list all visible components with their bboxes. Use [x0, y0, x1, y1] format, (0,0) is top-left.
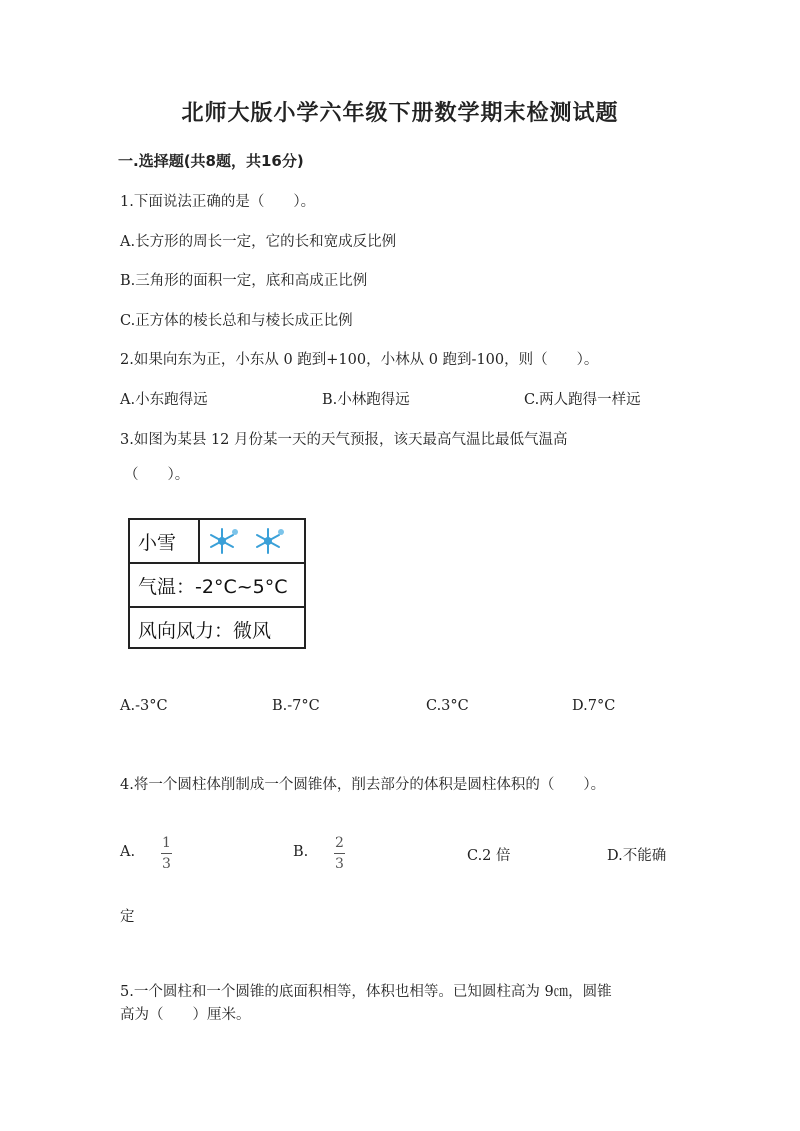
- question-4-option-b-fraction: [334, 836, 345, 871]
- weather-forecast-figure: [128, 518, 306, 649]
- question-4-option-a-fraction: [161, 836, 172, 871]
- weather-temperature: 气温：-2°C~5°C: [138, 575, 288, 598]
- question-3-option-b: B.-7°C: [272, 698, 320, 714]
- question-2-option-a: A.小东跑得远: [120, 392, 208, 408]
- fraction-denominator: 3: [162, 856, 171, 872]
- question-2-stem: 2.如果向东为正，小东从 0 跑到+100，小林从 0 跑到-100，则（ ）。: [120, 352, 599, 368]
- page-title: 北师大版小学六年级下册数学期末检测试题: [181, 101, 619, 126]
- question-4-option-d: D.不能确: [607, 848, 667, 864]
- question-3-stem-line2: （ ）。: [124, 467, 190, 483]
- snowflake-icon: [252, 526, 288, 556]
- weather-condition: 小雪: [138, 531, 177, 554]
- question-1-option-b: B.三角形的面积一定，底和高成正比例: [120, 273, 368, 289]
- snowflake-icon: [206, 526, 242, 556]
- question-1-option-a: A.长方形的周长一定，它的长和宽成反比例: [120, 234, 397, 250]
- question-4-option-a-label: A.: [120, 844, 136, 860]
- question-1-option-c: C.正方体的棱长总和与棱长成正比例: [120, 313, 353, 329]
- question-4-option-b-label: B.: [293, 844, 309, 860]
- question-3-stem-line1: 3.如图为某县 12 月份某一天的天气预报，该天最高气温比最低气温高: [120, 432, 568, 448]
- question-2-option-c: C.两人跑得一样远: [524, 392, 641, 408]
- question-1-stem: 1.下面说法正确的是（ ）。: [120, 194, 316, 210]
- question-3-option-d: D.7°C: [572, 698, 616, 714]
- fraction-denominator: 3: [335, 856, 344, 872]
- question-4-option-c: C.2 倍: [467, 848, 511, 864]
- question-5-line1: 5.一个圆柱和一个圆锥的底面积相等，体积也相等。已知圆柱高为 9㎝，圆锥: [120, 984, 612, 1000]
- fraction-numerator: 2: [335, 835, 344, 851]
- question-4-option-d-continued: 定: [120, 909, 135, 925]
- section-heading: 一.选择题(共8题，共16分): [118, 152, 304, 170]
- question-2-option-b: B.小林跑得远: [322, 392, 410, 408]
- fraction-numerator: 1: [162, 835, 171, 851]
- question-3-option-c: C.3°C: [426, 698, 469, 714]
- question-5-line2: 高为（ ）厘米。: [120, 1007, 251, 1023]
- weather-wind: 风向风力：微风: [138, 619, 272, 642]
- question-3-option-a: A.-3°C: [120, 698, 168, 714]
- question-4-stem: 4.将一个圆柱体削制成一个圆锥体，削去部分的体积是圆柱体积的（ ）。: [120, 777, 606, 793]
